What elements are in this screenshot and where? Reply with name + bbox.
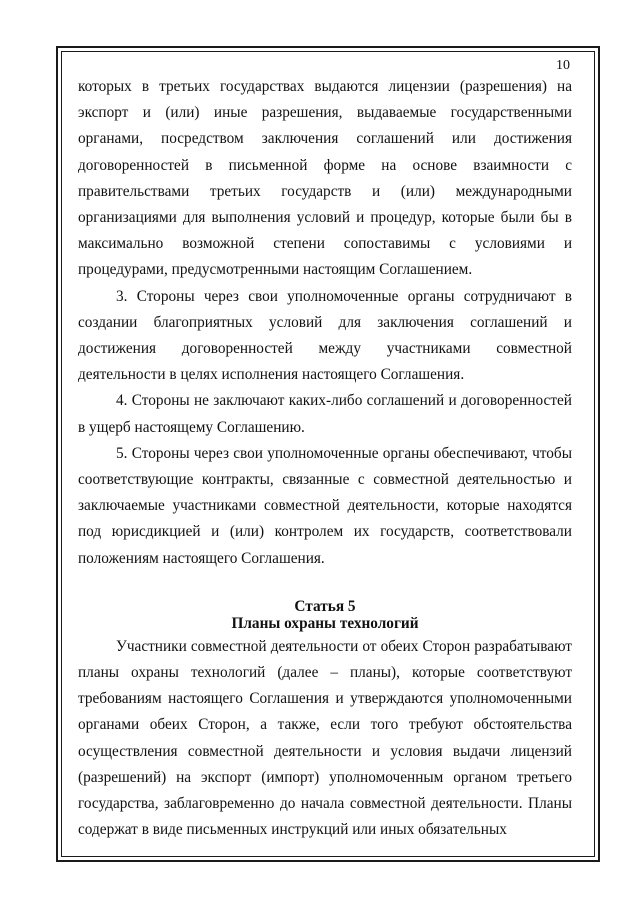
- article-heading: [78, 598, 572, 632]
- paragraph-article-5-body: Участники совместной деятельности от обеих Сторон разрабатывают планы охраны технологий (далее – планы), которые соответствуют требованиям настоящего Соглашения и утверждаются уполномоченными органами обеих Сторон, а также, если того требуют обстоятельства осуществления совместной деятельности и условия выдачи лицензий (разрешений) на экспорт (импорт) уполномоченным органом третьего государства, заблаговременно до начала совместной деятельности. Планы содержат в виде письменных инструкций или иных обязательных: [78, 637, 572, 839]
- article-title: Планы охраны технологий: [231, 614, 419, 632]
- paragraph-continuation: которых в третьих государствах выдаются лицензии (разрешения) на экспорт и (или) иные разрешения, выдаваемые государственными органами, посредством заключения соглашений или достижения договоренностей в письменной форме на основе взаимности с правительствами третьих государств и (или) международными организациями для выполнения условий и процедур, которые были бы в максимально возможной степени сопоставимы с условиями и процедурами, предусмотренными настоящим Соглашением.: [78, 78, 572, 279]
- article-number: Статья 5: [294, 597, 356, 615]
- page-number: 10: [556, 58, 570, 73]
- document-body: [78, 74, 572, 843]
- paragraph-clause-3: 3. Стороны через свои уполномоченные органы сотрудничают в создании благоприятных условий для заключения соглашений и достижения договоренностей между участниками совместной деятельности в целях исполнения настоящего Соглашения.: [78, 287, 572, 384]
- paragraph-clause-5: 5. Стороны через свои уполномоченные органы обеспечивают, чтобы соответствующие контракты, связанные с совместной деятельностью и заключаемые участниками совместной деятельности, которые находятся под юрисдикцией и (или) контролем их государств, соответствовали положениям настоящего Соглашения.: [78, 444, 572, 567]
- paragraph-clause-4: 4. Стороны не заключают каких-либо соглашений и договоренностей в ущерб настоящему Соглашению.: [78, 392, 572, 436]
